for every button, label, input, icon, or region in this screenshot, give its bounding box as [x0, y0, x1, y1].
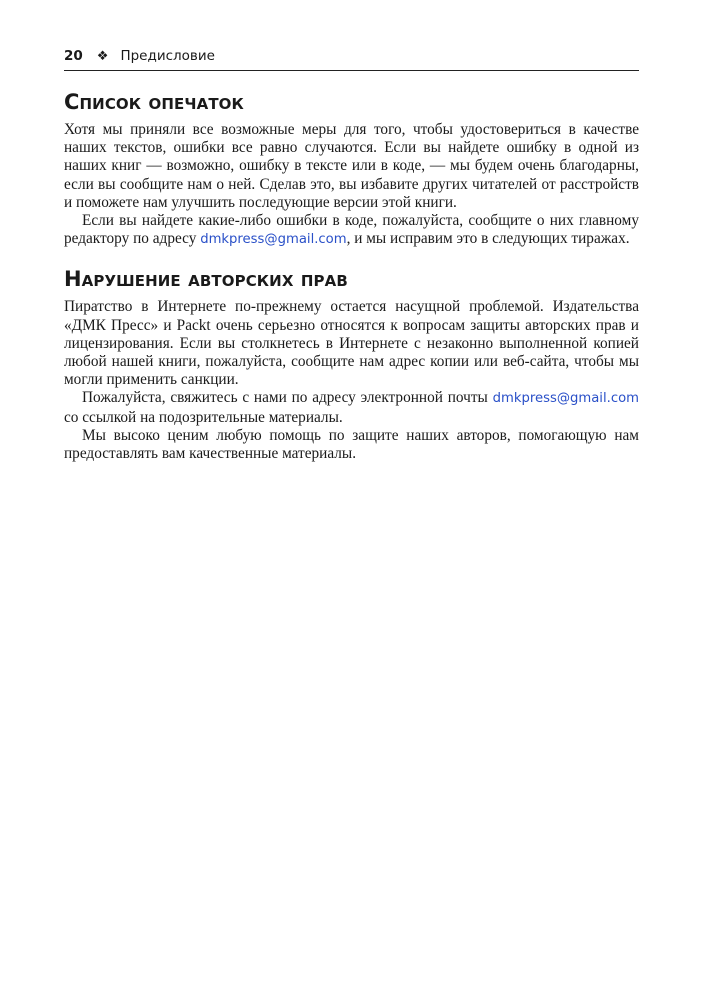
errata-paragraph-1: Хотя мы приняли все возможные меры для того, чтобы удостовериться в качестве наших текстов, ошибки все равно случаются. Если вы найдете ошибку в одной из наших книг — возможно, ошибку в тексте или в коде, — мы будем очень благодарны, если вы сообщите нам о ней. Сделав это, вы избавите других читателей от расстройств и поможете нам улучшить последующие версии этой книги. — [64, 121, 639, 211]
copyright-paragraph-1: Пиратство в Интернете по-прежнему остается насущной проблемой. Издательства «ДМК Пресс» и Packt очень серьезно относятся к вопросам защиты авторских прав и лицензирования. Если вы столкнетесь в Интернете с незаконно выполненной копией любой нашей книги, пожалуйста, сообщите нам адрес копии или веб-сайта, чтобы мы могли применить санкции. — [64, 298, 639, 389]
errata-email-link[interactable]: dmkpress@gmail.com — [200, 232, 347, 248]
page-number: 20 — [64, 48, 83, 64]
copyright-paragraph-2-text: Пожалуйста, свяжитесь с нами по адресу электронной почты — [82, 389, 493, 407]
errata-heading: Список опечаток — [64, 90, 244, 114]
copyright-heading: Нарушение авторских прав — [64, 267, 348, 292]
errata-paragraph-2-tail: , и мы исправим это в следующих тиражах. — [346, 230, 630, 248]
errata-paragraph-2 — [64, 212, 639, 249]
errata-paragraph-2-text: Если вы найдете какие-либо ошибки в коде, пожалуйста, сообщите о них главному редактору по адресу — [64, 212, 639, 248]
running-header — [64, 44, 639, 71]
copyright-email-link[interactable]: dmkpress@gmail.com — [492, 391, 639, 407]
diamond-ornament-icon: ❖ — [96, 48, 109, 64]
chapter-title: Предисловие — [120, 48, 215, 64]
copyright-paragraph-2-tail: со ссылкой на подозрительные материалы. — [64, 408, 343, 426]
copyright-paragraph-2 — [64, 389, 639, 426]
page — [64, 44, 639, 463]
copyright-paragraph-3: Мы высоко ценим любую помощь по защите наших авторов, помогающую нам предоставлять вам качественные материалы. — [64, 426, 639, 463]
